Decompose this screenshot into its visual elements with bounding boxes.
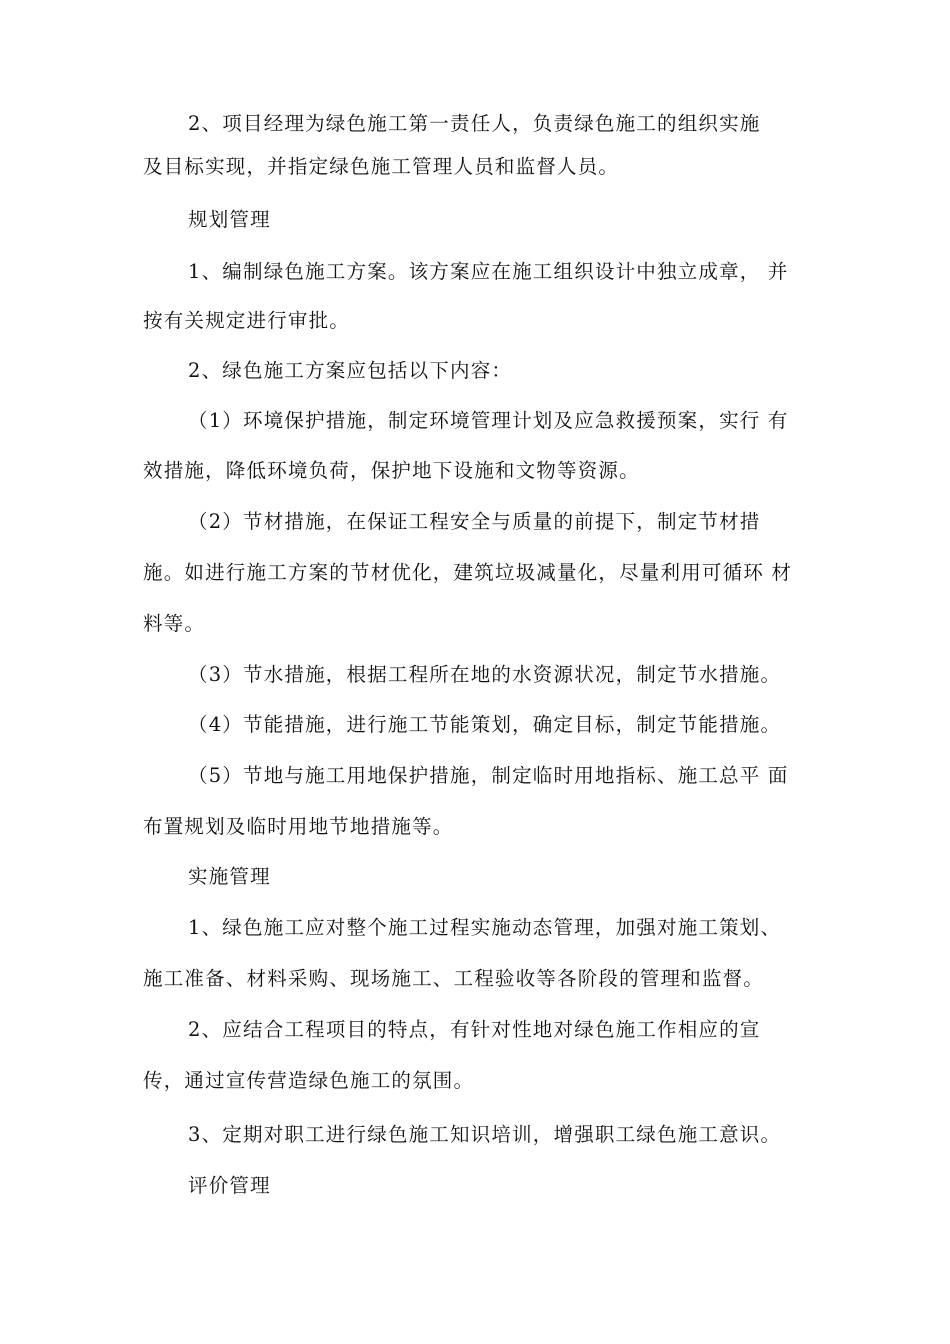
paragraph-line: 2、绿色施工方案应包括以下内容：: [188, 359, 513, 382]
paragraph-line: 施工准备、材料采购、现场施工、工程验收等各阶段的管理和监督。: [143, 967, 765, 990]
paragraph-line: （4）节能措施，进行施工节能策划，确定目标，制定节能措施。: [188, 713, 782, 736]
paragraph-line: 2、应结合工程项目的特点，有针对性地对绿色施工作相应的宣: [188, 1018, 761, 1041]
paragraph-line: 1、绿色施工应对整个施工过程实施动态管理，加强对施工策划、: [188, 916, 782, 939]
paragraph-line: （2）节材措施，在保证工程安全与质量的前提下，制定节材措: [188, 510, 761, 533]
paragraph-line: 施。如进行施工方案的节材优化，建筑垃圾减量化，尽量利用可循环 材: [143, 561, 793, 584]
paragraph-line: 效措施，降低环境负荷，保护地下设施和文物等资源。: [143, 459, 640, 482]
section-heading-implementation: 实施管理: [188, 865, 271, 888]
paragraph-line: 及目标实现，并指定绿色施工管理人员和监督人员。: [143, 155, 620, 178]
paragraph-line: 按有关规定进行审批。: [143, 309, 351, 332]
paragraph-line: 2、项目经理为绿色施工第一责任人，负责绿色施工的组织实施: [188, 112, 761, 135]
section-heading-planning: 规划管理: [188, 208, 271, 231]
paragraph-line: （3）节水措施，根据工程所在地的水资源状况，制定节水措施。: [188, 663, 782, 686]
paragraph-line: 料等。: [143, 612, 206, 635]
paragraph-line: 传，通过宣传营造绿色施工的氛围。: [143, 1069, 475, 1092]
paragraph-line: 3、定期对职工进行绿色施工知识培训，增强职工绿色施工意识。: [188, 1123, 782, 1146]
paragraph-line: 1、编制绿色施工方案。该方案应在施工组织设计中独立成章， 并: [188, 260, 789, 283]
paragraph-line: 布置规划及临时用地节地措施等。: [143, 815, 454, 838]
paragraph-line: （1）环境保护措施，制定环境管理计划及应急救援预案，实行 有: [188, 409, 789, 432]
paragraph-line: （5）节地与施工用地保护措施，制定临时用地指标、施工总平 面: [188, 764, 789, 787]
section-heading-evaluation: 评价管理: [188, 1174, 271, 1197]
